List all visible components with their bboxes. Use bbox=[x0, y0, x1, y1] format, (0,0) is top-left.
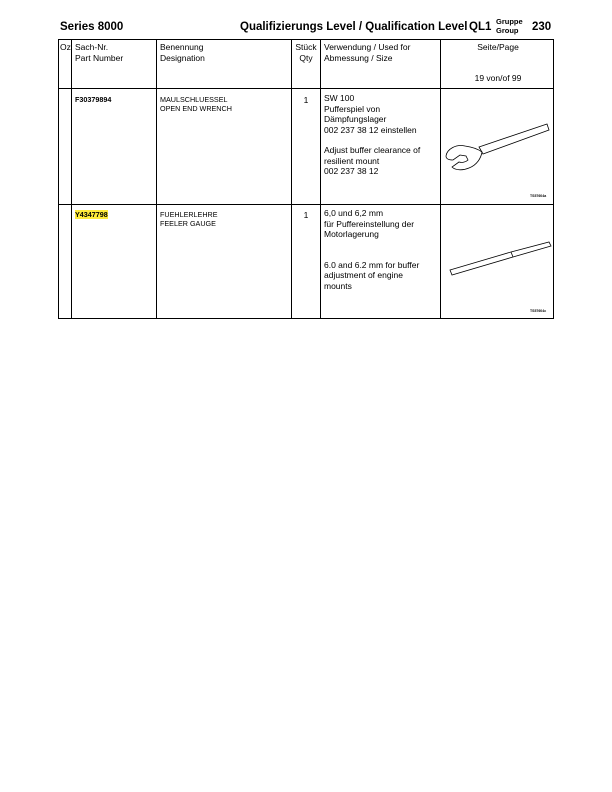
row-divider bbox=[59, 88, 553, 89]
usage-en-line: 6.0 and 6.2 mm for buffer bbox=[324, 259, 420, 270]
designation-de: FUEHLERLEHRE bbox=[160, 210, 218, 219]
column-divider bbox=[291, 40, 292, 318]
column-divider bbox=[320, 40, 321, 318]
usage-text bbox=[324, 208, 419, 291]
usage-en-line: resilient mount bbox=[324, 155, 380, 166]
designation-en: OPEN END WRENCH bbox=[160, 104, 232, 113]
series-title: Series 8000 bbox=[60, 21, 124, 33]
usage-text bbox=[324, 93, 420, 177]
header-part-number bbox=[75, 42, 123, 63]
usage-en-line: adjustment of engine bbox=[324, 270, 403, 280]
usage-de-line: 6,0 und 6,2 mm bbox=[324, 208, 384, 218]
designation bbox=[160, 210, 218, 228]
header-designation-de: Benennung bbox=[160, 42, 204, 52]
header-qty-de: Stück bbox=[295, 42, 317, 52]
parts-table bbox=[58, 39, 554, 319]
page-header bbox=[58, 17, 554, 40]
header-designation bbox=[160, 42, 205, 63]
quantity: 1 bbox=[303, 210, 309, 220]
row-divider bbox=[59, 204, 553, 205]
header-usage bbox=[324, 42, 410, 63]
qualification-level-value: QL1 bbox=[469, 21, 492, 33]
qualification-level-title: Qualifizierungs Level / Qualification Level bbox=[240, 21, 468, 33]
usage-de-line: 002 237 38 12 einstellen bbox=[324, 124, 417, 135]
usage-de-line: Pufferspiel von bbox=[324, 103, 381, 114]
usage-de-line: Dämpfungslager bbox=[324, 114, 387, 124]
group-label bbox=[496, 17, 523, 35]
column-divider bbox=[71, 40, 72, 318]
header-designation-en: Designation bbox=[160, 52, 205, 63]
usage-de-line: Motorlagerung bbox=[324, 229, 379, 239]
figure-code: TS57604c bbox=[530, 309, 547, 313]
part-number: F30379894 bbox=[75, 95, 112, 104]
header-page: Seite/Page bbox=[477, 42, 519, 52]
part-number bbox=[75, 210, 108, 219]
usage-de-line: für Puffereinstellung der bbox=[324, 218, 415, 229]
column-divider bbox=[156, 40, 157, 318]
usage-en-line: Adjust buffer clearance of bbox=[324, 145, 421, 155]
usage-en-line: mounts bbox=[324, 280, 352, 291]
group-label-en: Group bbox=[496, 26, 519, 35]
usage-de-line: SW 100 bbox=[324, 93, 355, 103]
usage-en-line: 002 237 38 12 bbox=[324, 166, 379, 176]
designation bbox=[160, 95, 232, 113]
group-label-de: Gruppe bbox=[496, 17, 523, 26]
open-end-wrench-icon bbox=[443, 116, 553, 174]
header-usage-label: Verwendung / Used for bbox=[324, 42, 411, 52]
page-number: 19 von/of 99 bbox=[474, 73, 522, 83]
header-part-number-en: Part Number bbox=[75, 52, 124, 63]
designation-en: FEELER GAUGE bbox=[160, 219, 216, 228]
figure-code: TS57604a bbox=[530, 194, 547, 198]
part-number-highlighted: Y4347798 bbox=[75, 210, 108, 219]
header-qty bbox=[291, 42, 321, 63]
quantity: 1 bbox=[303, 95, 309, 105]
header-size-label: Abmessung / Size bbox=[324, 52, 393, 63]
header-oz: Oz bbox=[60, 42, 71, 52]
feeler-gauge-icon bbox=[447, 236, 553, 278]
header-part-number-de: Sach-Nr. bbox=[75, 42, 109, 52]
group-number: 230 bbox=[532, 21, 552, 33]
designation-de: MAULSCHLUESSEL bbox=[160, 95, 228, 104]
header-qty-en: Qty bbox=[299, 52, 313, 63]
